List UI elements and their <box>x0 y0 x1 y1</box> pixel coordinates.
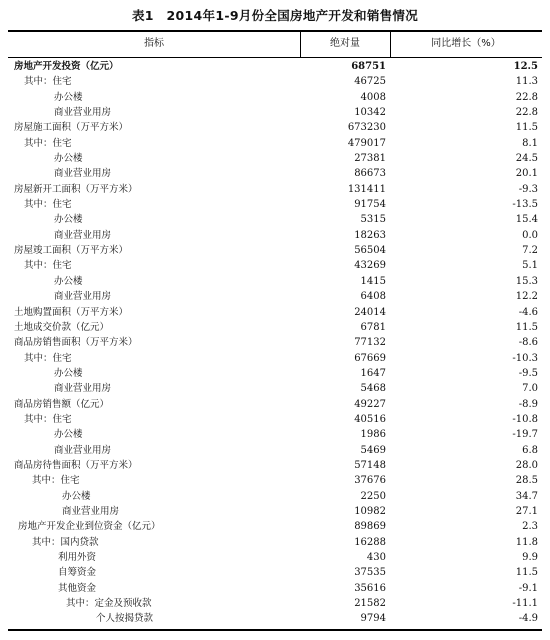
header-growth: 同比增长（%） <box>431 38 501 49</box>
table-row <box>0 381 550 396</box>
table-row <box>0 105 550 120</box>
row-absolute-value: 430 <box>366 552 386 563</box>
row-label: 自筹资金 <box>58 567 97 579</box>
table-row <box>0 550 550 565</box>
row-growth-value: -4.6 <box>518 306 538 318</box>
row-absolute-value: 5315 <box>360 214 386 226</box>
table-row <box>0 136 550 151</box>
row-growth-value: 22.8 <box>515 91 538 103</box>
row-growth-value: 6.8 <box>522 444 538 456</box>
table-header-rule <box>8 57 542 58</box>
table-row <box>0 166 550 181</box>
row-label: 其中：住宅 <box>24 260 72 272</box>
row-absolute-value: 1647 <box>360 367 386 379</box>
row-label: 其中：住宅 <box>24 137 72 149</box>
row-label: 其中：住宅 <box>24 76 72 88</box>
row-label: 个人按揭贷款 <box>96 613 154 625</box>
row-absolute-value: 43269 <box>354 260 386 272</box>
row-absolute-value: 131411 <box>347 183 386 195</box>
row-growth-value: -9.3 <box>518 183 538 195</box>
table-row <box>0 59 550 74</box>
table-row <box>0 74 550 89</box>
row-growth-value: -8.6 <box>518 337 538 349</box>
row-absolute-value: 18263 <box>354 229 386 241</box>
row-growth-value: -10.8 <box>512 413 538 425</box>
row-absolute-value: 24014 <box>354 306 386 318</box>
row-absolute-value: 57148 <box>354 459 386 471</box>
table-row <box>0 504 550 519</box>
row-absolute-value: 77132 <box>354 337 386 349</box>
row-label: 房地产开发企业到位资金（亿元） <box>18 521 161 533</box>
table-row <box>0 412 550 427</box>
table-body <box>0 59 550 627</box>
row-growth-value: -9.1 <box>518 582 538 594</box>
row-label: 其中：定金及预收款 <box>66 598 152 610</box>
row-growth-value: -4.9 <box>518 613 538 625</box>
table-row <box>0 212 550 227</box>
row-absolute-value: 49227 <box>354 398 386 410</box>
row-label: 办公楼 <box>54 275 83 287</box>
row-growth-value: 15.4 <box>515 214 538 226</box>
table-bottom-rule <box>8 629 542 631</box>
row-absolute-value: 10982 <box>354 505 386 517</box>
row-absolute-value: 67669 <box>354 352 386 364</box>
table-row <box>0 335 550 350</box>
table-row <box>0 535 550 550</box>
table-row <box>0 489 550 504</box>
row-growth-value: -11.1 <box>512 598 538 610</box>
table-row <box>0 228 550 243</box>
table-row <box>0 366 550 381</box>
table-row <box>0 458 550 473</box>
table-title: 表1 2014年1-9月份全国房地产开发和销售情况 <box>131 8 419 23</box>
row-absolute-value: 479017 <box>347 137 386 149</box>
row-absolute-value: 21582 <box>354 598 386 610</box>
header-indicator: 指标 <box>144 38 164 49</box>
table-row <box>0 443 550 458</box>
row-growth-value: 11.5 <box>515 321 538 333</box>
table-row <box>0 320 550 335</box>
row-absolute-value: 37535 <box>354 567 386 579</box>
row-label: 其中：住宅 <box>24 413 72 425</box>
row-growth-value: 15.3 <box>515 275 538 287</box>
row-growth-value: 24.5 <box>515 153 538 165</box>
row-label: 办公楼 <box>54 367 83 379</box>
row-label: 其中：国内贷款 <box>32 536 99 548</box>
table-row <box>0 596 550 611</box>
row-absolute-value: 91754 <box>354 199 386 211</box>
row-absolute-value: 46725 <box>354 76 386 88</box>
row-absolute-value: 37676 <box>354 475 386 487</box>
table-row <box>0 90 550 105</box>
row-label: 商业营业用房 <box>54 229 112 241</box>
row-absolute-value: 2250 <box>360 490 386 502</box>
row-growth-value: 28.0 <box>515 459 538 471</box>
row-label: 商业营业用房 <box>54 107 112 119</box>
row-growth-value: 12.5 <box>513 61 538 72</box>
row-growth-value: 12.2 <box>515 291 538 303</box>
row-absolute-value: 27381 <box>354 153 386 165</box>
row-label: 商业营业用房 <box>54 291 112 303</box>
row-growth-value: 28.5 <box>515 475 538 487</box>
row-label: 商业营业用房 <box>62 505 120 517</box>
row-growth-value: -19.7 <box>512 429 538 441</box>
row-label: 其他资金 <box>58 582 97 594</box>
row-absolute-value: 89869 <box>354 521 386 533</box>
table-row <box>0 473 550 488</box>
row-label: 商品房待售面积（万平方米） <box>14 459 138 471</box>
table-row <box>0 351 550 366</box>
table-row <box>0 182 550 197</box>
header-absolute: 绝对量 <box>330 38 360 49</box>
row-growth-value: -10.3 <box>512 352 538 364</box>
row-label: 商品房销售面积（万平方米） <box>14 337 138 349</box>
row-growth-value: -13.5 <box>512 199 538 211</box>
row-growth-value: 7.2 <box>522 245 538 257</box>
row-absolute-value: 68751 <box>351 61 386 72</box>
table-row <box>0 258 550 273</box>
row-absolute-value: 40516 <box>354 413 386 425</box>
row-absolute-value: 9794 <box>360 613 386 625</box>
row-growth-value: 27.1 <box>515 505 538 517</box>
row-label: 其中：住宅 <box>24 199 72 211</box>
row-absolute-value: 86673 <box>354 168 386 180</box>
row-absolute-value: 16288 <box>354 536 386 548</box>
row-growth-value: 11.5 <box>515 567 538 579</box>
row-label: 办公楼 <box>54 91 83 103</box>
row-growth-value: 0.0 <box>522 229 538 241</box>
row-label: 商业营业用房 <box>54 383 112 395</box>
row-label: 办公楼 <box>62 490 91 502</box>
row-absolute-value: 673230 <box>347 122 386 134</box>
row-absolute-value: 56504 <box>354 245 386 257</box>
row-growth-value: 20.1 <box>515 168 538 180</box>
row-absolute-value: 6408 <box>360 291 386 303</box>
row-growth-value: 7.0 <box>522 383 538 395</box>
table-row <box>0 151 550 166</box>
row-label: 其中：住宅 <box>32 475 80 487</box>
row-label: 利用外资 <box>58 552 97 563</box>
row-label: 商业营业用房 <box>54 168 112 180</box>
table-row <box>0 243 550 258</box>
row-absolute-value: 6781 <box>360 321 386 333</box>
row-absolute-value: 10342 <box>354 107 386 119</box>
row-label: 办公楼 <box>54 429 83 441</box>
row-label: 土地成交价款（亿元） <box>14 321 110 333</box>
row-growth-value: 9.9 <box>522 552 538 563</box>
row-growth-value: 11.8 <box>515 536 538 548</box>
row-absolute-value: 5468 <box>360 383 386 395</box>
table-row <box>0 565 550 580</box>
table-row <box>0 305 550 320</box>
table-row <box>0 611 550 626</box>
row-absolute-value: 1986 <box>360 429 386 441</box>
row-growth-value: 2.3 <box>522 521 538 533</box>
table-row <box>0 289 550 304</box>
row-growth-value: -9.5 <box>518 367 538 379</box>
row-growth-value: 5.1 <box>522 260 538 272</box>
row-growth-value: 11.3 <box>515 76 538 88</box>
row-label: 其中：住宅 <box>24 352 72 364</box>
row-growth-value: 11.5 <box>515 122 538 134</box>
row-label: 商业营业用房 <box>54 444 112 456</box>
row-label: 房屋新开工面积（万平方米） <box>14 183 138 195</box>
row-label: 商品房销售额（亿元） <box>14 398 110 410</box>
table-row <box>0 197 550 212</box>
row-growth-value: 22.8 <box>515 107 538 119</box>
row-absolute-value: 4008 <box>360 91 386 103</box>
row-label: 办公楼 <box>54 214 83 226</box>
row-growth-value: 34.7 <box>515 490 538 502</box>
row-growth-value: 8.1 <box>522 137 538 149</box>
table-row <box>0 427 550 442</box>
table-row <box>0 519 550 534</box>
row-label: 土地购置面积（万平方米） <box>14 306 129 318</box>
table-row <box>0 397 550 412</box>
table-row <box>0 274 550 289</box>
row-label: 房屋施工面积（万平方米） <box>14 122 129 134</box>
row-label: 房地产开发投资（亿元） <box>14 61 119 72</box>
row-absolute-value: 1415 <box>360 275 386 287</box>
row-label: 房屋竣工面积（万平方米） <box>14 245 129 257</box>
row-growth-value: -8.9 <box>518 398 538 410</box>
table-row <box>0 581 550 596</box>
row-label: 办公楼 <box>54 153 83 165</box>
table-row <box>0 120 550 135</box>
row-absolute-value: 35616 <box>354 582 386 594</box>
row-absolute-value: 5469 <box>360 444 386 456</box>
